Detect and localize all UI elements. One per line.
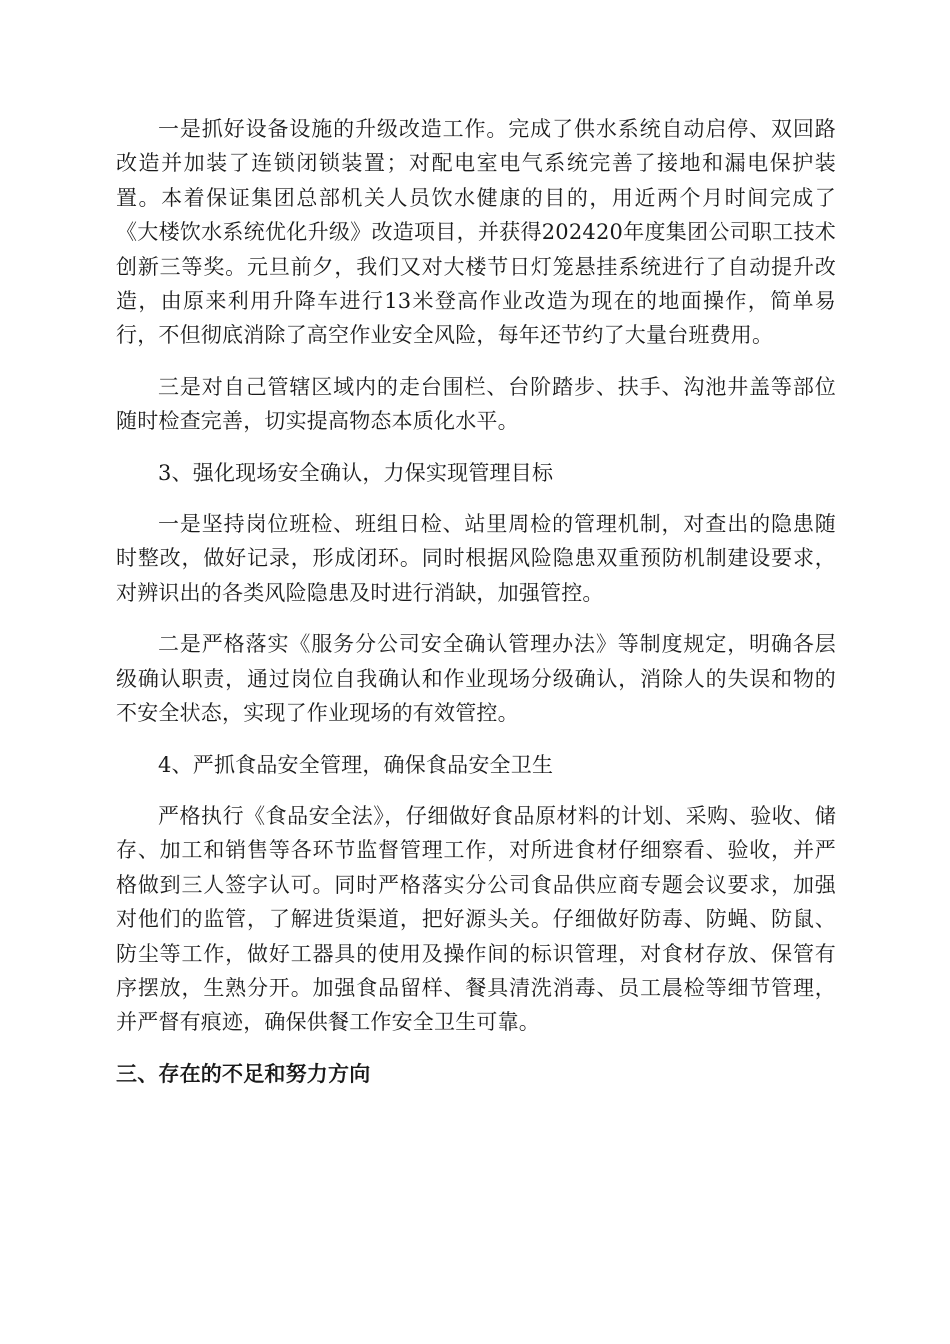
- subheading-safety-confirmation: 3、强化现场安全确认，力保实现管理目标: [158, 460, 554, 485]
- paragraph-area-inspection: 三是对自己管辖区域内的走台围栏、台阶踏步、扶手、沟池井盖等部位随时检查完善，切实提高物态本质化水平。: [116, 374, 836, 434]
- paragraph-equipment-upgrade: 一是抓好设备设施的升级改造工作。完成了供水系统自动启停、双回路改造并加装了连锁闭锁装置；对配电室电气系统完善了接地和漏电保护装置。本着保证集团总部机关人员饮水健康的目的，用近两个月时间完成了《大楼饮水系统优化升级》改造项目，并获得202420年度集团公司职工技术创新三等奖。元旦前夕，我们又对大楼节日灯笼悬挂系统进行了自动提升改造，由原来利用升降车进行13米登高作业改造为现在的地面操作，简单易行，不但彻底消除了高空作业安全风险，每年还节约了大量台班费用。: [116, 117, 836, 348]
- paragraph-food-safety-law: 严格执行《食品安全法》，仔细做好食品原材料的计划、采购、验收、储存、加工和销售等各环节监督管理工作，对所进食材仔细察看、验收，并严格做到三人签字认可。同时严格落实分公司食品供应商专题会议要求，加强对他们的监管，了解进货渠道，把好源头关。仔细做好防毒、防蝇、防鼠、防尘等工作，做好工器具的使用及操作间的标识管理，对食材存放、保管有序摆放，生熟分开。加强食品留样、餐具清洗消毒、员工晨检等细节管理，并严督有痕迹，确保供餐工作安全卫生可靠。: [116, 803, 836, 1035]
- paragraph-inspection-mechanism: 一是坚持岗位班检、班组日检、站里周检的管理机制，对查出的隐患随时整改，做好记录，形成闭环。同时根据风险隐患双重预防机制建设要求，对辨识出的各类风险隐患及时进行消缺，加强管控。: [116, 512, 836, 605]
- paragraph-confirmation-rules: 二是严格落实《服务分公司安全确认管理办法》等制度规定，明确各层级确认职责，通过岗位自我确认和作业现场分级确认，消除人的失误和物的不安全状态，实现了作业现场的有效管控。: [116, 632, 836, 726]
- section-heading-shortcomings: 三、存在的不足和努力方向: [116, 1061, 371, 1086]
- subheading-food-safety: 4、严抓食品安全管理，确保食品安全卫生: [158, 752, 554, 777]
- document-page: [116, 112, 836, 1091]
